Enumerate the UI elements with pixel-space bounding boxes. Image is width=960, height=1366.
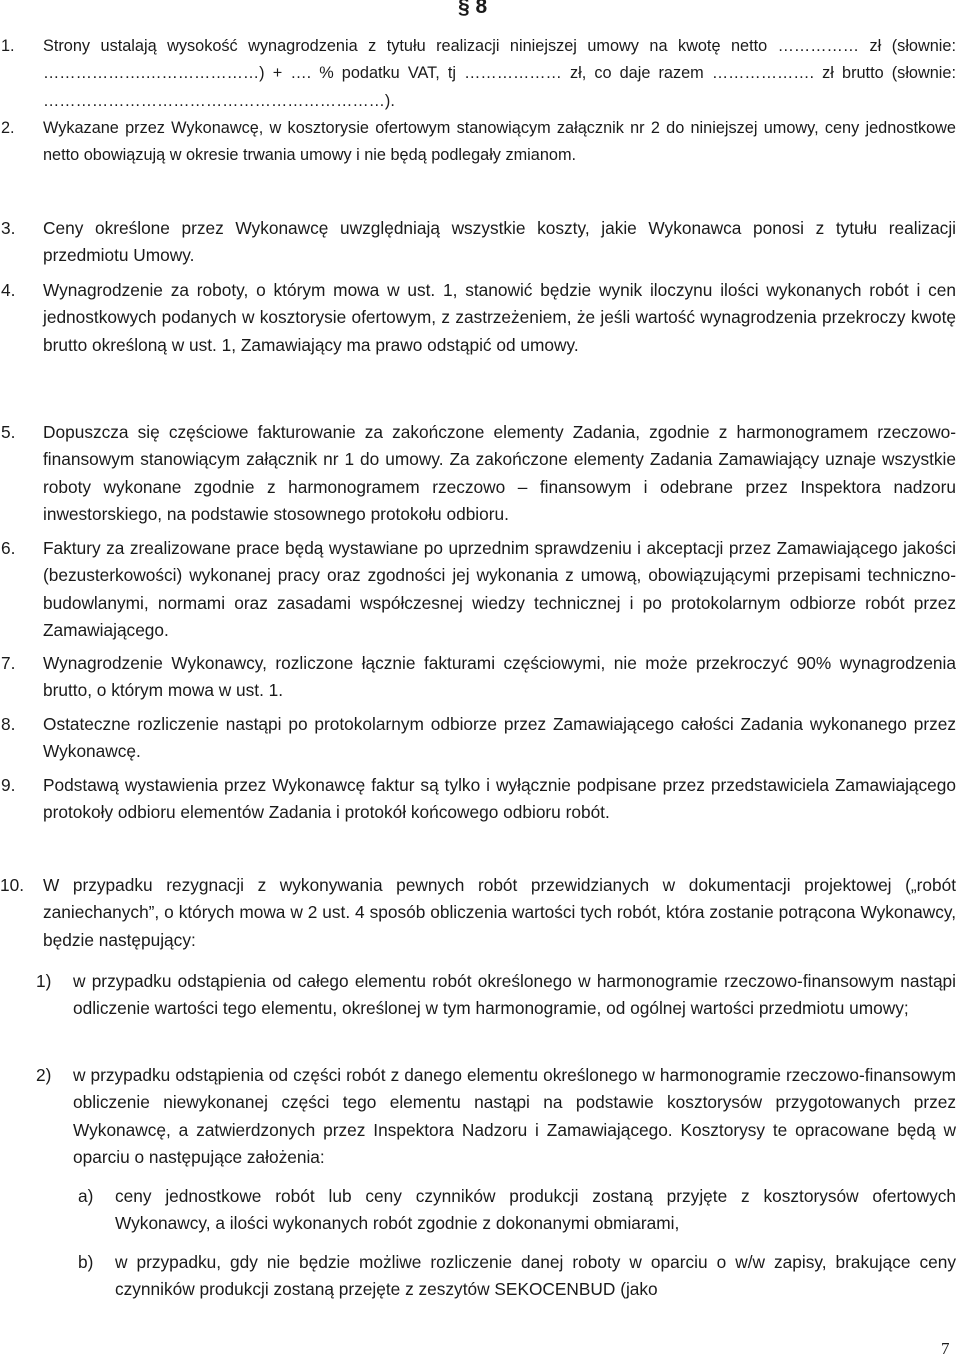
list-item-text: Wynagrodzenie za roboty, o którym mowa w ust. 1, stanowić będzie wynik iloczynu ilości wykonanych robót i cen jednostkowych podanych w kosztorysie ofertowym, z zastrzeżeniem, że jeśli wartość wynagrodzenia przekroczy kwotę brutto określoną w ust. 1, Zamawiający ma prawo odstąpić od umowy. — [43, 280, 956, 355]
list-item-text: Ceny określone przez Wykonawcę uwzględniają wszystkie koszty, jakie Wykonawca ponosi z tytułu realizacji przedmiotu Umowy. — [43, 218, 956, 266]
list-item-number: 8. — [1, 714, 16, 734]
sub-sub-list-item-text: ceny jednostkowe robót lub ceny czynników produkcji zostaną przyjęte z kosztorysów ofertowych Wykonawcy, a ilości wykonanych robót zgodnie z dokonanymi obmiarami, — [115, 1186, 956, 1234]
page-number: 7 — [941, 1339, 950, 1358]
list-item — [1, 277, 956, 359]
list-item-number: 4. — [1, 280, 16, 300]
list-item-text: Wynagrodzenie Wykonawcy, rozliczone łącznie fakturami częściowymi, nie może przekroczyć 90% wynagrodzenia brutto, o którym mowa w ust. 1. — [43, 653, 956, 701]
list-item-number: 3. — [1, 218, 16, 238]
list-item-text: Dopuszcza się częściowe fakturowanie za zakończone elementy Zadania, zgodnie z harmonogramem rzeczowo-finansowym stanowiącym załącznik nr 1 do umowy. Za zakończone elementy Zadania Zamawiający uznaje wszystkie roboty wykonane zgodnie z harmonogramem rzeczowo – finansowym i odebrane przez Inspektora nadzoru inwestorskiego, na podstawie stosownego protokołu odbioru. — [43, 422, 956, 525]
list-item-number: 1. — [1, 37, 15, 55]
sub-list-item — [36, 968, 956, 1023]
list-item-number: 10. — [0, 875, 25, 895]
list-item-number: 9. — [1, 775, 16, 795]
list-item — [1, 419, 956, 529]
list-item-text: W przypadku rezygnacji z wykonywania pewnych robót przewidzianych w dokumentacji projektowej („robót zaniechanych”, o których mowa w 2 ust. 4 sposób obliczenia wartości tych robót, która zostanie potrącona Wykonawcy, będzie następujący: — [43, 875, 956, 950]
list-item — [1, 215, 956, 270]
section-heading: § 8 — [458, 0, 488, 18]
sub-sub-list-item — [78, 1249, 956, 1304]
list-item-number: 2. — [1, 119, 15, 137]
list-item — [1, 650, 956, 705]
sub-sub-list-item-number: a) — [78, 1186, 94, 1206]
list-item-number: 7. — [1, 653, 16, 673]
list-item-text: Strony ustalają wysokość wynagrodzenia z tytułu realizacji niniejszej umowy na kwotę netto …………… zł (słownie: ……………….…………………) + …. % podatku VAT, tj ……………… zł, co daje razem ………………. zł brutto (słownie: ………………………………………………………). — [43, 37, 956, 110]
list-item — [0, 872, 956, 954]
list-item-text: Faktury za zrealizowane prace będą wystawiane po uprzednim sprawdzeniu i akceptacji przez Zamawiającego jakości (bezusterkowości) wykonanej pracy oraz zgodności jej wykonania z umową, obowiązującymi przepisami techniczno-budowlanymi, normami oraz zasadami współczesnej wiedzy technicznej i po protokolarnym odbiorze robót przez Zamawiającego. — [43, 538, 956, 641]
list-item — [1, 535, 956, 645]
list-item-text: Ostateczne rozliczenie nastąpi po protokolarnym odbiorze przez Zamawiającego całości Zadania wykonanego przez Wykonawcę. — [43, 714, 956, 762]
sub-sub-list-item-text: w przypadku, gdy nie będzie możliwe rozliczenie danej roboty w oparciu o w/w zapisy, brakujące ceny czynników produkcji zostaną przejęte z zeszytów SEKOCENBUD (jako — [115, 1252, 956, 1300]
list-item — [1, 33, 956, 115]
sub-list-item-text: w przypadku odstąpienia od całego elementu robót określonego w harmonogramie rzeczowo-finansowym nastąpi odliczenie wartości tego elementu, określonej w tym harmonogramie, od ogólnej wartości przedmiotu umowy; — [73, 971, 956, 1019]
sub-sub-list-item — [78, 1183, 956, 1238]
sub-list-item-text: w przypadku odstąpienia od części robót z danego elementu określonego w harmonogramie rzeczowo-finansowym obliczenie niewykonanej części tego elementu nastąpi na podstawie kosztorysów przygotowanych przez Wykonawcę, a zatwierdzonych przez Inspektora Nadzoru i Zamawiającego. Kosztorysy te opracowane będą w oparciu o następujące założenia: — [73, 1065, 956, 1168]
list-item-text: Podstawą wystawienia przez Wykonawcę faktur są tylko i wyłącznie podpisane przez przedstawiciela Zamawiającego protokoły odbioru elementów Zadania i protokół końcowego odbioru robót. — [43, 775, 956, 823]
list-item — [1, 772, 956, 827]
sub-list-item — [36, 1062, 956, 1172]
list-item-number: 5. — [1, 422, 16, 442]
list-item — [1, 711, 956, 766]
sub-list-item-number: 2) — [36, 1065, 52, 1085]
list-item-text: Wykazane przez Wykonawcę, w kosztorysie ofertowym stanowiącym załącznik nr 2 do niniejszej umowy, ceny jednostkowe netto obowiązują w okresie trwania umowy i nie będą podlegały zmianom. — [43, 119, 956, 165]
list-item — [1, 115, 956, 170]
list-item-number: 6. — [1, 538, 16, 558]
sub-sub-list-item-number: b) — [78, 1252, 94, 1272]
sub-list-item-number: 1) — [36, 971, 52, 991]
